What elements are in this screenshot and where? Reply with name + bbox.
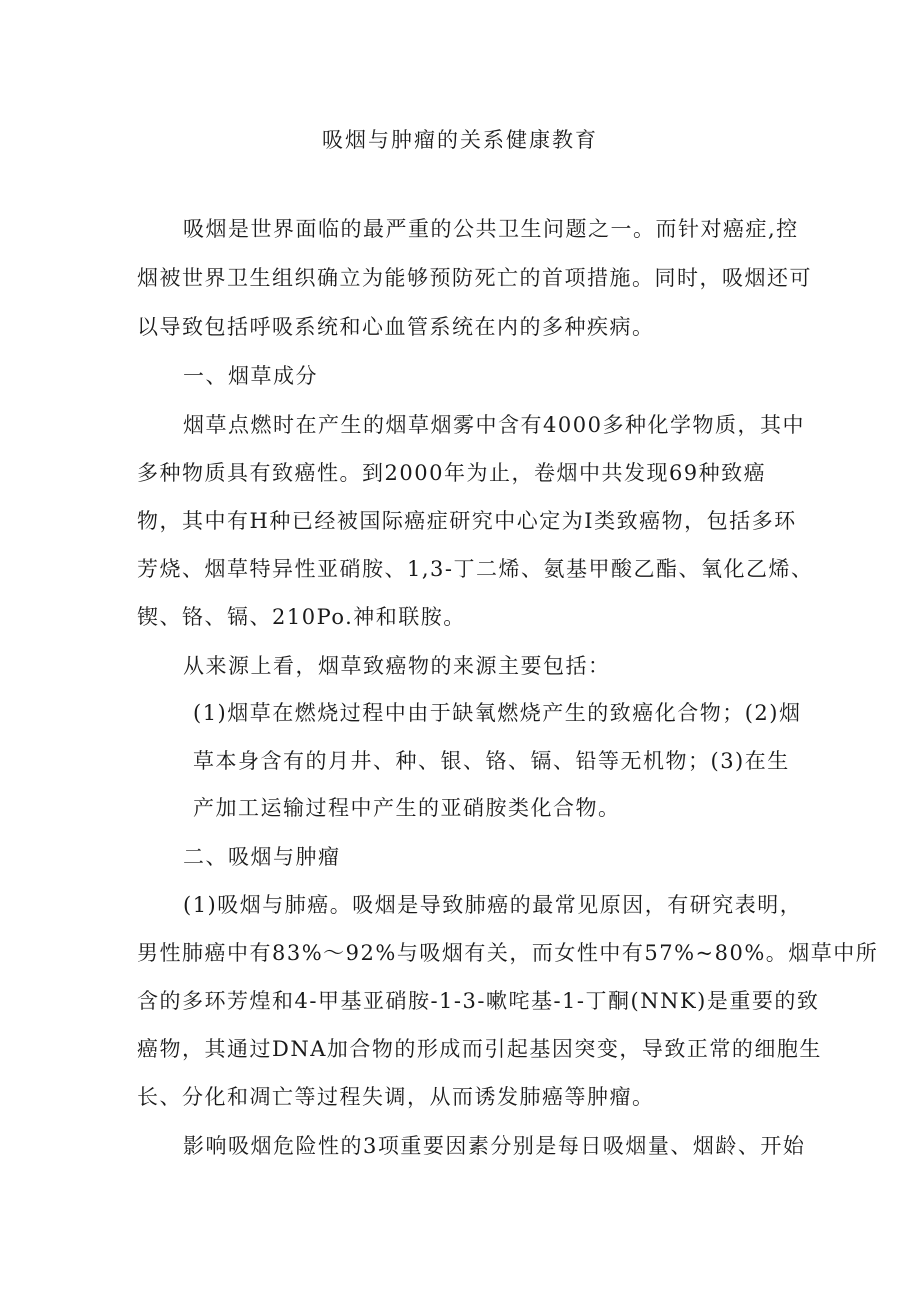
paragraph-line: (1)吸烟与肺癌。吸烟是导致肺癌的最常见原因，有研究表明， xyxy=(183,893,803,917)
paragraph-line: 多种物质具有致癌性。到2000年为止，卷烟中共发现69种致癌 xyxy=(137,461,767,485)
document-title: 吸烟与肿瘤的关系健康教育 xyxy=(322,128,598,152)
paragraph-line: 物，其中有H种已经被国际癌症研究中心定为I类致癌物，包括多环 xyxy=(137,509,797,533)
paragraph-line: 芳烧、烟草特异性亚硝胺、1,3-丁二烯、氨基甲酸乙酯、氧化乙烯、 xyxy=(137,557,814,581)
paragraph-line: 烟草点燃时在产生的烟草烟雾中含有4000多种化学物质，其中 xyxy=(183,413,805,437)
section-heading: 一、烟草成分 xyxy=(183,364,318,388)
paragraph-line: 长、分化和凋亡等过程失调，从而诱发肺癌等肿瘤。 xyxy=(137,1085,655,1109)
paragraph-line: 吸烟是世界面临的最严重的公共卫生问题之一。而针对癌症,控 xyxy=(183,217,799,241)
paragraph-line: 癌物，其通过DNA加合物的形成而引起基因突变，导致正常的细胞生 xyxy=(137,1037,822,1061)
paragraph-line: 从来源上看，烟草致癌物的来源主要包括： xyxy=(183,654,611,678)
paragraph-line: 男性肺癌中有83%～92%与吸烟有关，而女性中有57%~80%。烟草中所 xyxy=(137,941,879,965)
paragraph-line: 含的多环芳煌和4-甲基亚硝胺-1-3-嗽咤基-1-丁酮(NNK)是重要的致 xyxy=(137,989,820,1013)
paragraph-line: 烟被世界卫生组织确立为能够预防死亡的首项措施。同时，吸烟还可 xyxy=(137,266,812,290)
paragraph-line: 以导致包括呼吸系统和心血管系统在内的多种疾病。 xyxy=(137,315,655,339)
list-line: 草本身含有的月井、种、银、铬、镉、铅等无机物；(3)在生 xyxy=(193,749,790,773)
paragraph-line: 影响吸烟危险性的3项重要因素分别是每日吸烟量、烟龄、开始 xyxy=(183,1134,806,1158)
paragraph-line: 锲、铬、镉、210Po.神和联胺。 xyxy=(137,605,466,629)
list-line: 产加工运输过程中产生的亚硝胺类化合物。 xyxy=(193,796,621,820)
list-line: (1)烟草在燃烧过程中由于缺氧燃烧产生的致癌化合物；(2)烟 xyxy=(193,701,802,725)
section-heading: 二、吸烟与肿瘤 xyxy=(183,845,341,869)
